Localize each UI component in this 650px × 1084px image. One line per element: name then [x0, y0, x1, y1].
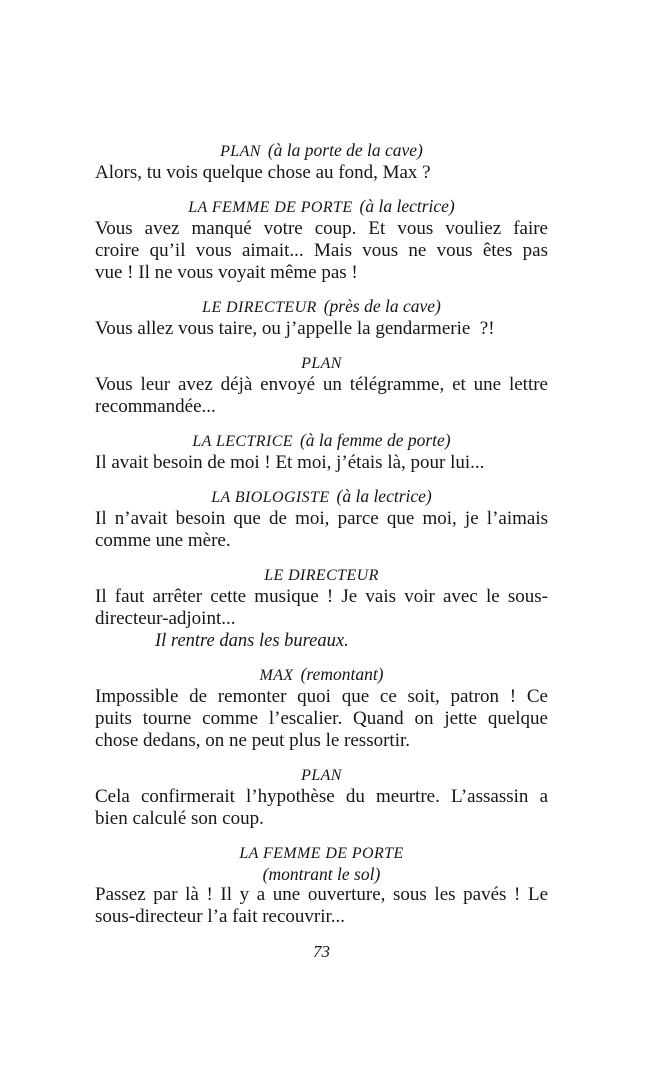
stage-cue: (à la lectrice) [359, 196, 455, 216]
dialogue-line: Alors, tu vois quelque chose au fond, Max ? [95, 162, 431, 183]
speaker-name: LA LECTRICE [192, 433, 293, 450]
dialogue-line: Vous avez manqué votre coup. Et vous vouliez faire [95, 218, 548, 239]
dialogue-line: Impossible de remonter quoi que ce soit, patron ! Ce [95, 686, 548, 707]
text-block [95, 140, 548, 962]
dialogue-block [95, 842, 548, 928]
dialogue-line: Il avait besoin de moi ! Et moi, j’étais là, pour lui... [95, 452, 485, 473]
dialogue-block [95, 430, 548, 474]
dialogue-line: comme une mère. [95, 530, 231, 551]
dialogue-line: croire qu’il vous aimait... Mais vous ne vous êtes pas [95, 240, 548, 261]
dialogue-line: vue ! Il ne vous voyait même pas ! [95, 262, 358, 283]
speaker-heading [95, 764, 548, 786]
stage-cue: (près de la cave) [323, 296, 441, 316]
speaker-name: LA FEMME DE PORTE [239, 845, 404, 862]
dialogue-line: sous-directeur l’a fait recouvrir... [95, 906, 346, 927]
stage-cue-line: (montrant le sol) [262, 864, 381, 884]
dialogue-block [95, 140, 548, 184]
speaker-name: MAX [259, 667, 294, 684]
speaker-heading [95, 486, 548, 508]
speaker-name: LA BIOLOGISTE [211, 489, 330, 506]
dialogue-line: directeur-adjoint... [95, 608, 236, 629]
speaker-name: PLAN [301, 355, 342, 372]
stage-cue: (remontant) [300, 664, 384, 684]
dialogue-block [95, 296, 548, 340]
speaker-name: PLAN [220, 143, 261, 160]
dialogue-line: Vous leur avez déjà envoyé un télégramme, et une lettre [95, 374, 548, 395]
dialogue-line: recommandée... [95, 396, 216, 417]
speaker-name: LE DIRECTEUR [202, 299, 317, 316]
speaker-heading [95, 140, 548, 162]
dialogue-line: puits tourne comme l’escalier. Quand on jette quelque [95, 708, 548, 729]
dialogue-block [95, 196, 548, 284]
dialogue-line: Cela confirmerait l’hypothèse du meurtre. L’assassin a [95, 786, 548, 807]
dialogue-line: Passez par là ! Il y a une ouverture, sous les pavés ! Le [95, 884, 548, 905]
speaker-name: LA FEMME DE PORTE [188, 199, 353, 216]
page-number: 73 [313, 942, 330, 961]
dialogue-line: chose dedans, on ne peut plus le ressortir. [95, 730, 411, 751]
speaker-heading [95, 564, 548, 586]
dialogue-line: Vous allez vous taire, ou j’appelle la gendarmerie ?! [95, 318, 495, 339]
dialogue-block [95, 486, 548, 552]
speaker-heading [95, 430, 548, 452]
speaker-heading [95, 352, 548, 374]
dialogue-line: bien calculé son coup. [95, 808, 264, 829]
stage-cue: (à la femme de porte) [299, 430, 451, 450]
speaker-heading [95, 296, 548, 318]
dialogue-block [95, 564, 548, 652]
speaker-name: PLAN [301, 767, 342, 784]
speaker-heading [95, 664, 548, 686]
dialogue-block [95, 764, 548, 830]
dialogue-block [95, 664, 548, 752]
speaker-name: LE DIRECTEUR [264, 567, 379, 584]
stage-cue: (à la porte de la cave) [267, 140, 423, 160]
stage-direction: Il rentre dans les bureaux. [155, 631, 349, 651]
speaker-heading [95, 196, 548, 218]
dialogue-line: Il n’avait besoin que de moi, parce que moi, je l’aimais [95, 508, 548, 529]
stage-cue: (à la lectrice) [336, 486, 432, 506]
dialogue-line: Il faut arrêter cette musique ! Je vais voir avec le sous- [95, 586, 548, 607]
dialogue-block [95, 352, 548, 418]
speaker-heading [95, 842, 548, 864]
